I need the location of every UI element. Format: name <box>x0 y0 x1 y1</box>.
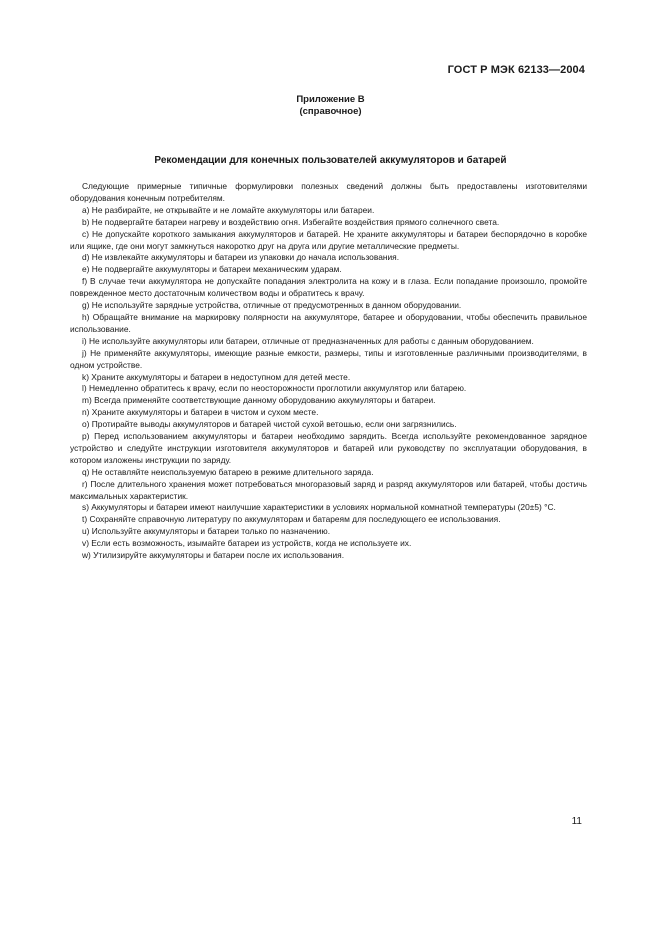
annex-title: Приложение В <box>296 94 365 105</box>
recommendations-body <box>70 181 587 562</box>
list-item-r: r) После длительного хранения может потребоваться многоразовый заряд и разряд аккумуляторов или батарей, чтобы достичь максимальных характеристик. <box>70 478 587 501</box>
page-number: 11 <box>571 816 582 827</box>
list-item-v: v) Если есть возможность, изымайте батареи из устройств, когда не используете их. <box>82 538 412 549</box>
list-item-k: k) Храните аккумуляторы и батареи в недоступном для детей месте. <box>82 371 351 382</box>
annex-title-block <box>0 94 661 118</box>
list-item-w: w) Утилизируйте аккумуляторы и батареи после их использования. <box>82 550 345 561</box>
list-item-h: h) Обращайте внимание на маркировку полярности на аккумуляторе, батарее и оборудовании, чтобы обеспечить правильное использование. <box>70 311 587 334</box>
list-item-t: t) Сохраняйте справочную литературу по аккумуляторам и батареям для последующего ее использования. <box>82 514 501 525</box>
standard-number: ГОСТ Р МЭК 62133—2004 <box>447 64 585 76</box>
list-item-n: n) Храните аккумуляторы и батареи в чистом и сухом месте. <box>82 407 319 418</box>
list-item-a: a) Не разбирайте, не открывайте и не ломайте аккумуляторы или батареи. <box>82 204 375 215</box>
list-item-f: f) В случае течи аккумулятора не допускайте попадания электролита на кожу и в глаза. Если попадание произошло, промойте поврежденное место достаточным количеством воды и обратитесь к врачу. <box>70 276 587 299</box>
list-item-i: i) Не используйте аккумуляторы или батареи, отличные от предназначенных для работы с данным оборудованием. <box>82 335 534 346</box>
list-item-g: g) Не используйте зарядные устройства, отличные от предусмотренных в данном оборудовании. <box>82 300 462 311</box>
list-item-b: b) Не подвергайте батареи нагреву и воздействию огня. Избегайте воздействия прямого солнечного света. <box>82 216 500 227</box>
section-heading: Рекомендации для конечных пользователей аккумуляторов и батарей <box>154 155 507 166</box>
list-item-l: l) Немедленно обратитесь к врачу, если по неосторожности проглотили аккумулятор или батарею. <box>82 383 467 394</box>
list-item-m: m) Всегда применяйте соответствующие данному оборудованию аккумуляторы и батареи. <box>82 395 436 406</box>
list-item-s: s) Аккумуляторы и батареи имеют наилучшие характеристики в условиях нормальной комнатной температуры (20±5) °С. <box>82 502 556 513</box>
list-item-d: d) Не извлекайте аккумуляторы и батареи из упаковки до начала использования. <box>82 252 400 263</box>
list-item-c: c) Не допускайте короткого замыкания аккумуляторов и батарей. Не храните аккумуляторы и батареи беспорядочно в коробке или ящике, где они могут замкнуться накоротко друг на друга или другие металлические предметы. <box>70 228 587 251</box>
list-item-p: p) Перед использованием аккумуляторы и батареи необходимо зарядить. Всегда используйте рекомендованное зарядное устройство и следуйте инструкции изготовителя аккумуляторов и батарей или руководству по эксплуатации оборудования, в котором изложены инструкции по заряду. <box>70 431 587 465</box>
list-item-o: o) Протирайте выводы аккумуляторов и батарей чистой сухой ветошью, если они загрязнились. <box>82 419 457 430</box>
list-item-q: q) Не оставляйте неиспользуемую батарею в режиме длительного заряда. <box>82 466 374 477</box>
list-item-j: j) Не применяйте аккумуляторы, имеющие разные емкости, размеры, типы и изготовленные различными производителями, в одном устройстве. <box>70 347 587 370</box>
list-item-e: e) Не подвергайте аккумуляторы и батареи механическим ударам. <box>82 264 342 275</box>
intro-paragraph: Следующие примерные типичные формулировки полезных сведений должны быть предоставлены изготовителями оборудования конечным потребителям. <box>70 181 587 203</box>
list-item-u: u) Используйте аккумуляторы и батареи только по назначению. <box>82 526 331 537</box>
annex-subtitle: (справочное) <box>299 106 362 117</box>
